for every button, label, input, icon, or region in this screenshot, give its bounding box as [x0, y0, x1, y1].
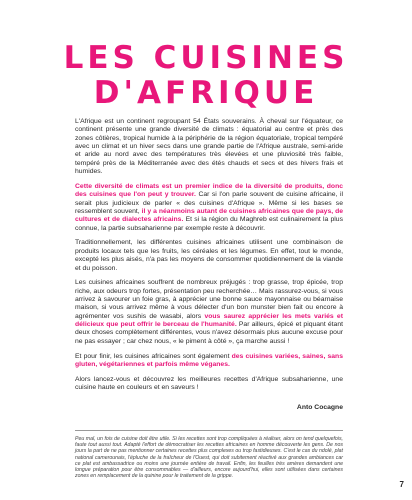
- highlight-healthy: des cuisines variées, saines, sans gluten, végétariennes et parfois même véganes.: [75, 352, 343, 368]
- paragraph-health-text: Et pour finir, les cuisines africaines sont également: [75, 352, 232, 360]
- highlight-diversity: Cette diversité de climats est un premier indice de la diversité de produits, donc des cuisines que l'on peut y trouver.: [75, 182, 343, 199]
- paragraph-prejudices-text-1: Les cuisines africaines souffrent de nombreux préjugés : trop grasse, trop épicée, trop riche, aux odeurs trop fortes, présentation peu recherchée… Mais rassurez-vous, si vous arrivez à savourer un foie gras, à apprécier une bonne sauce mayonnaise ou béarnaise maison, si vous arrivez même à vous délecter d'un bon munster bien fait ou encore à agrémenter vos sushis de wasabi, alors: [75, 279, 343, 320]
- footnote-divider: [75, 430, 343, 431]
- introduction-text: [75, 118, 343, 399]
- paragraph-health: [75, 353, 343, 370]
- paragraph-diversity-text-1: Car si l'on parle souvent de cuisine africaine, il serait plus judicieux de parler « des cuisines d'Afrique ». Même si les bases se ressemblent souvent,: [75, 191, 343, 215]
- paragraph-prejudices-text-2: Par ailleurs, épicé et piquant étant deux choses complètement différentes, vous n'avez désormais plus aucune excuse pour ne pas essayer ; car chez nous, « le piment à côté », ça marche aussi !: [75, 321, 343, 345]
- paragraph-climate: L'Afrique est un continent regroupant 54 États souverains. À cheval sur l'équateur, ce continent présente une grande diversité de climats : équatorial au centre et près des zones côtières, tropical humide à la périphérie de la région équatoriale, tropical tempéré avec un climat et un hiver secs dans une grande partie de l'Afrique australe, semi-aride et aride au nord avec des températures très élevées et une pluviosité très faible, tempéré près de la Méditerranée avec des étés chauds et secs et des hivers frais et humides.: [75, 118, 343, 176]
- page-title-line-1: LES CUISINES: [63, 40, 349, 76]
- paragraph-diversity: [75, 183, 343, 233]
- highlight-cuisines-count: il y a néanmoins autant de cuisines africaines que de pays, de cultures et de dialectes africains.: [75, 207, 343, 224]
- footnote-text: Peu mal, un fois de cuisine doit être utile. Si les recettes sont trop compliquées à réaliser, alors on tend quelquefois, faute tout aussi tout. Adapté l'effort de démocratiser les recettes africaines en homme découverte les gens. De nos jours la part de ne pas mentionner certaines recettes plus complexes ou trop fastidieuses. C'est le cas du ndolé, plat national camerounais, l'épluche de la fraîcheur de l'Ouest, qui doit subitement réactivé aux grandes ambiances car ce plat est ambassadrice ou moins une journée entière de travail. Enfin, les feuilles très amères demandent une longue préparation pour être consommables — d'ailleurs, encore aujourd'hui, elles sont utilisées dans certaines zones en remplacement de la quinine pour le traitement de la grippe.: [75, 436, 343, 480]
- page-number: 7: [399, 480, 404, 489]
- paragraph-tradition: Traditionnellement, les différentes cuisines africaines utilisent une combinaison de produits locaux tels que les fruits, les céréales et les légumes. En effet, tout le monde, excepté les plus aisés, n'a pas les moyens de consommer quotidiennement de la viande et du poisson.: [75, 239, 343, 272]
- highlight-humanity: vous saurez apprécier les mets variés et délicieux que peut offrir le berceau de l'humanité.: [75, 312, 343, 329]
- author-signature: Anto Cocagne: [296, 404, 343, 411]
- page-title-line-2: D'AFRIQUE: [93, 75, 319, 111]
- paragraph-diversity-text-2: Et si la région du Maghreb est culinairement la plus connue, la partie subsaharienne par exemple reste à découvrir.: [75, 216, 343, 232]
- paragraph-prejudices: [75, 279, 343, 346]
- paragraph-invitation: Alors lancez-vous et découvrez les meilleures recettes d'Afrique subsaharienne, une cuisine haute en couleurs et en saveurs !: [75, 375, 343, 392]
